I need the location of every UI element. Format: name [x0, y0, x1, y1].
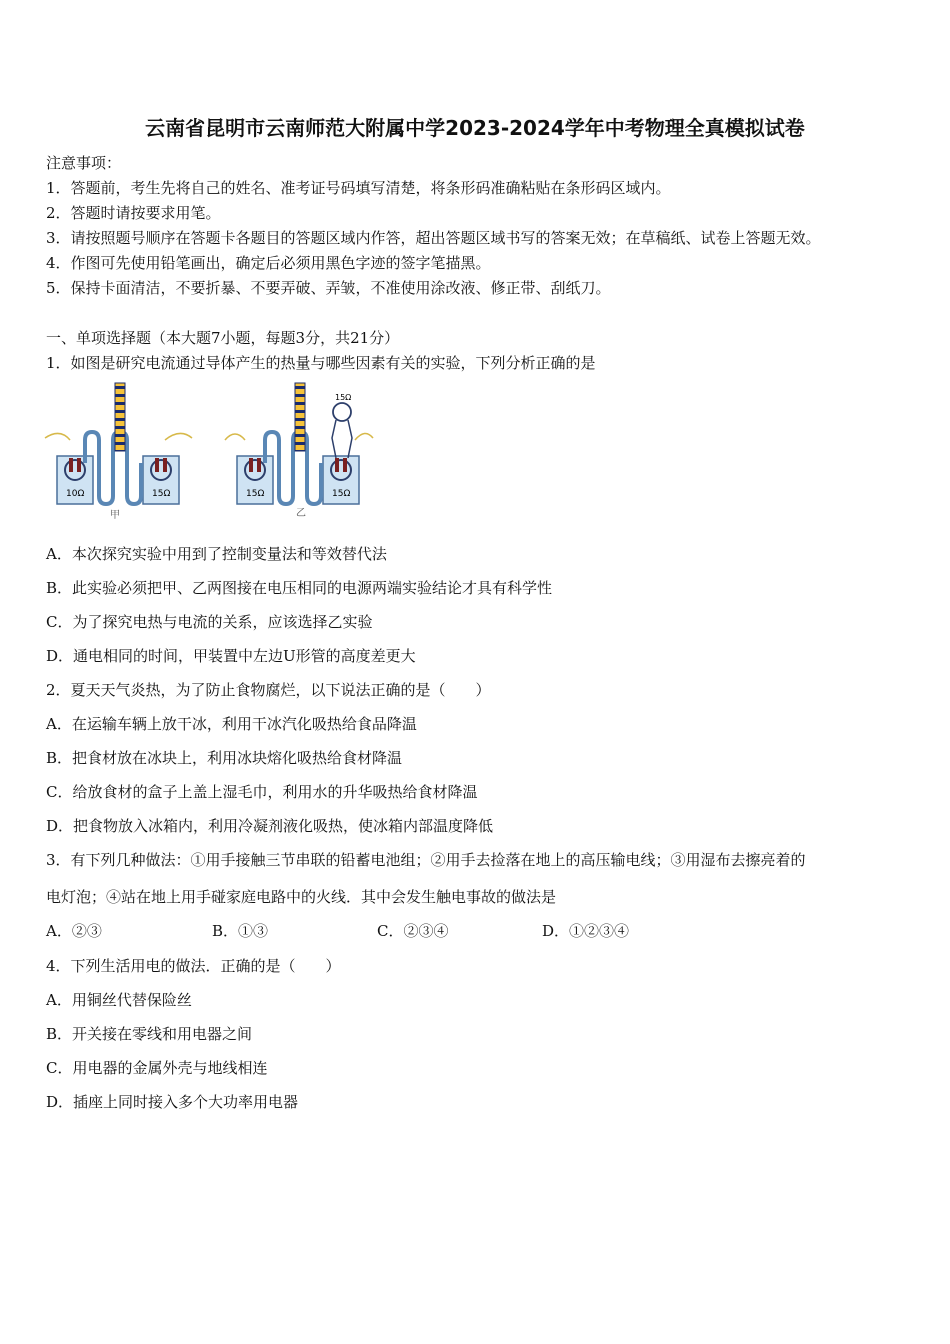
- scale-ruler-icon: [115, 383, 125, 451]
- section-heading: 一、单项选择题（本大题7小题，每题3分，共21分）: [46, 329, 400, 347]
- option-a: A．②③: [46, 922, 102, 940]
- experiment-figure: [40, 378, 380, 528]
- option-b: B．把食材放在冰块上，利用冰块熔化吸热给食材降温: [46, 749, 403, 767]
- option-d: D．把食物放入冰箱内，利用冷凝剂液化吸热，使冰箱内部温度降低: [46, 817, 494, 835]
- option-d: D．插座上同时接入多个大功率用电器: [46, 1093, 299, 1111]
- notice-item: 1．答题前，考生先将自己的姓名、准考证号码填写清楚，将条形码准确粘贴在条形码区域内。: [46, 179, 671, 197]
- notice-item: 5．保持卡面清洁，不要折暴、不要弄破、弄皱，不准使用涂改液、修正带、刮纸刀。: [46, 279, 611, 297]
- notice-item: 4．作图可先使用铅笔画出，确定后必须用黑色字迹的签字笔描黑。: [46, 254, 491, 272]
- question-3-stem: 3．有下列几种做法：①用手接触三节串联的铅蓄电池组；②用手去捡落在地上的高压输电线；③用湿布去擦亮着的: [46, 851, 806, 869]
- option-b: B．开关接在零线和用电器之间: [46, 1025, 253, 1043]
- resistor-label: 10Ω: [66, 489, 85, 499]
- notice-heading: 注意事项：: [46, 154, 122, 172]
- option-c: C．②③④: [377, 922, 449, 940]
- option-c: C．为了探究电热与电流的关系，应该选择乙实验: [46, 613, 373, 631]
- option-a: A．用铜丝代替保险丝: [46, 991, 192, 1009]
- option-c: C．用电器的金属外壳与地线相连: [46, 1059, 268, 1077]
- question-3-stem-cont: 电灯泡；④站在地上用手碰家庭电路中的火线．其中会发生触电事故的做法是: [46, 888, 557, 906]
- notice-item: 2．答题时请按要求用笔。: [46, 204, 221, 222]
- setup-yi: [225, 383, 373, 519]
- resistor-label: 15Ω: [332, 489, 351, 499]
- resistor-label: 15Ω: [246, 489, 265, 499]
- option-b: B．①③: [212, 922, 269, 940]
- notice-item: 3．请按照题号顺序在答题卡各题目的答题区域内作答，超出答题区域书写的答案无效；在草稿纸、试卷上答题无效。: [46, 229, 821, 247]
- question-2-stem: 2．夏天天气炎热，为了防止食物腐烂，以下说法正确的是（ ）: [46, 681, 491, 699]
- option-d: D．通电相同的时间，甲装置中左边U形管的高度差更大: [46, 647, 416, 665]
- figure-caption: 乙: [296, 508, 306, 519]
- question-1-stem: 1．如图是研究电流通过导体产生的热量与哪些因素有关的实验，下列分析正确的是: [46, 354, 596, 372]
- question-4-stem: 4．下列生活用电的做法．正确的是（ ）: [46, 957, 341, 975]
- resistor-label: 15Ω: [335, 393, 352, 402]
- option-d: D．①②③④: [542, 922, 630, 940]
- external-resistor-icon: [333, 403, 351, 421]
- setup-jia: [45, 383, 192, 521]
- resistor-label: 15Ω: [152, 489, 171, 499]
- option-a: A．在运输车辆上放干冰，利用干冰汽化吸热给食品降温: [46, 715, 417, 733]
- option-a: A．本次探究实验中用到了控制变量法和等效替代法: [46, 545, 387, 563]
- page-title: 云南省昆明市云南师范大附属中学2023-2024学年中考物理全真模拟试卷: [145, 116, 805, 140]
- option-b: B．此实验必须把甲、乙两图接在电压相同的电源两端实验结论才具有科学性: [46, 579, 553, 597]
- figure-caption: 甲: [110, 510, 120, 521]
- scale-ruler-icon: [295, 383, 305, 451]
- option-c: C．给放食材的盒子上盖上湿毛巾，利用水的升华吸热给食材降温: [46, 783, 478, 801]
